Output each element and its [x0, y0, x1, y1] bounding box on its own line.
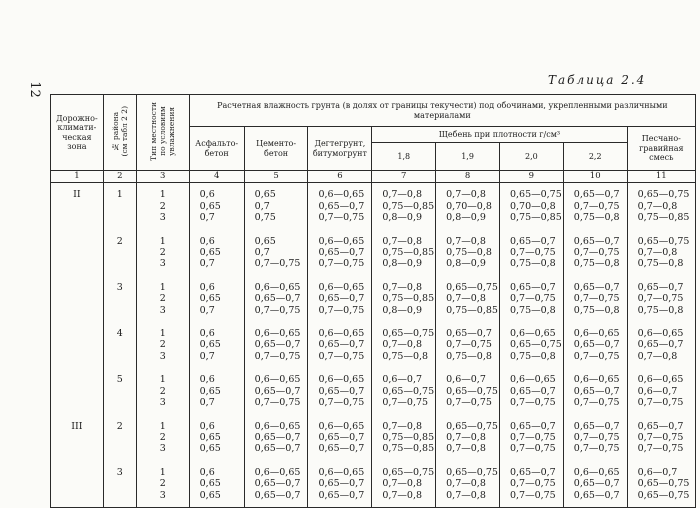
value-cell: 0,7—0,8 0,75—0,85 0,8—0,9 [372, 230, 436, 276]
value-cell: 0,65—0,75 0,7—0,8 0,75—0,85 [436, 276, 500, 322]
table-body [51, 183, 696, 508]
terrain-types-cell: 1 2 3 [136, 415, 189, 461]
region-cell: 2 [103, 415, 136, 461]
region-cell: 1 [103, 183, 136, 230]
value-cell: 0,6—0,65 0,65—0,7 0,7—0,75 [308, 322, 372, 368]
value-cell: 0,6—0,65 0,65—0,7 0,7—0,75 [308, 368, 372, 414]
header-terrain [136, 95, 189, 171]
col-number: 2 [103, 171, 136, 183]
zone-cell [51, 368, 104, 414]
value-cell: 0,65 0,7 0,75 [244, 183, 308, 230]
value-cell: 0,6—0,65 0,65—0,7 0,7—0,75 [563, 368, 627, 414]
value-cell: 0,6—0,65 0,65—0,7 0,7—0,75 [563, 322, 627, 368]
col-number: 9 [499, 171, 563, 183]
value-cell: 0,6—0,65 0,65—0,7 0,65—0,7 [308, 461, 372, 508]
value-cell: 0,65—0,75 0,70—0,8 0,75—0,85 [499, 183, 563, 230]
value-cell: 0,6 0,65 0,65 [189, 461, 244, 508]
col-number: 8 [436, 171, 500, 183]
zone-cell: III [51, 415, 104, 461]
value-cell: 0,7—0,8 0,75—0,85 0,8—0,9 [372, 183, 436, 230]
col-number: 10 [563, 171, 627, 183]
table-label: Таблица 2.4 [548, 73, 647, 87]
value-cell: 0,65—0,75 0,7—0,8 0,7—0,8 [436, 461, 500, 508]
header-asphalt: Асфальто- бетон [189, 127, 244, 171]
terrain-types-cell: 1 2 3 [136, 322, 189, 368]
value-cell: 0,6—0,65 0,65—0,7 0,7—0,75 [308, 276, 372, 322]
value-cell: 0,65—0,7 0,7—0,75 0,75—0,8 [563, 183, 627, 230]
table-row [51, 183, 696, 230]
header-region-text: № района (см табл 2 2) [110, 106, 129, 157]
terrain-types-cell: 1 2 3 [136, 368, 189, 414]
zone-cell [51, 230, 104, 276]
value-cell: 0,65—0,7 0,7—0,75 0,7—0,75 [499, 461, 563, 508]
value-cell: 0,65—0,7 0,7—0,75 0,75—0,8 [499, 276, 563, 322]
value-cell: 0,6 0,65 0,7 [189, 368, 244, 414]
header-tar: Дегтегрунт, битумогрунт [308, 127, 372, 171]
value-cell: 0,6—0,65 0,65—0,7 0,65—0,7 [308, 415, 372, 461]
zone-cell: II [51, 183, 104, 230]
header-cement: Цементо- бетон [244, 127, 308, 171]
col-number: 7 [372, 171, 436, 183]
value-cell: 0,6 0,65 0,7 [189, 322, 244, 368]
value-cell: 0,65—0,75 0,7—0,8 0,75—0,85 [627, 183, 695, 230]
terrain-types-cell: 1 2 3 [136, 230, 189, 276]
header-terrain-text: Тип местности по условиям увлажнения [149, 101, 177, 161]
value-cell: 0,6 0,65 0,65 [189, 415, 244, 461]
value-cell: 0,6—0,7 0,65—0,75 0,65—0,75 [627, 461, 695, 508]
table-row [51, 368, 696, 414]
value-cell: 0,6—0,65 0,6—0,7 0,7—0,75 [627, 368, 695, 414]
table-row [51, 276, 696, 322]
zone-cell [51, 276, 104, 322]
value-cell: 0,65—0,7 0,7—0,75 0,75—0,8 [563, 276, 627, 322]
zone-cell [51, 322, 104, 368]
col-number: 4 [189, 171, 244, 183]
region-cell: 3 [103, 276, 136, 322]
value-cell: 0,6—0,65 0,65—0,7 0,7—0,75 [499, 368, 563, 414]
value-cell: 0,6—0,65 0,65—0,7 0,7—0,8 [627, 322, 695, 368]
header-region [103, 95, 136, 171]
table-row [51, 230, 696, 276]
value-cell: 0,65—0,7 0,7—0,75 0,75—0,8 [499, 230, 563, 276]
header-density-1: 1,8 [372, 143, 436, 171]
value-cell: 0,6—0,65 0,65—0,7 0,7—0,75 [244, 368, 308, 414]
value-cell: 0,6—0,7 0,65—0,75 0,7—0,75 [372, 368, 436, 414]
zone-cell [51, 461, 104, 508]
header-zone: Дорожно- климати- ческая зона [51, 95, 104, 171]
value-cell: 0,65—0,7 0,7—0,75 0,7—0,75 [627, 415, 695, 461]
table-row [51, 461, 696, 508]
value-cell: 0,6—0,65 0,65—0,7 0,65—0,7 [244, 415, 308, 461]
value-cell: 0,65—0,75 0,7—0,8 0,75—0,8 [627, 230, 695, 276]
value-cell: 0,6—0,65 0,65—0,7 0,7—0,75 [244, 322, 308, 368]
header-main: Расчетная влажность грунта (в долях от границы текучести) под обочинами, укрепленными различными материалами [189, 95, 695, 127]
value-cell: 0,6 0,65 0,7 [189, 183, 244, 230]
region-cell: 3 [103, 461, 136, 508]
value-cell: 0,65—0,75 0,7—0,8 0,75—0,8 [372, 322, 436, 368]
value-cell: 0,65—0,7 0,7—0,75 0,75—0,8 [563, 230, 627, 276]
humidity-table [50, 94, 696, 508]
value-cell: 0,6—0,65 0,65—0,7 0,65—0,7 [244, 461, 308, 508]
value-cell: 0,6—0,65 0,65—0,75 0,75—0,8 [499, 322, 563, 368]
table-row [51, 322, 696, 368]
header-density-3: 2,0 [499, 143, 563, 171]
table-row [51, 415, 696, 461]
value-cell: 0,6—0,65 0,65—0,7 0,65—0,7 [563, 461, 627, 508]
value-cell: 0,7—0,8 0,75—0,85 0,8—0,9 [372, 276, 436, 322]
region-cell: 5 [103, 368, 136, 414]
value-cell: 0,65 0,7 0,7—0,75 [244, 230, 308, 276]
value-cell: 0,6—0,65 0,65—0,7 0,7—0,75 [244, 276, 308, 322]
value-cell: 0,6—0,7 0,65—0,75 0,7—0,75 [436, 368, 500, 414]
value-cell: 0,65—0,75 0,7—0,8 0,7—0,8 [436, 415, 500, 461]
column-number-row [51, 171, 696, 183]
value-cell: 0,6 0,65 0,7 [189, 230, 244, 276]
col-number: 1 [51, 171, 104, 183]
terrain-types-cell: 1 2 3 [136, 461, 189, 508]
value-cell: 0,65—0,75 0,7—0,8 0,7—0,8 [372, 461, 436, 508]
value-cell: 0,6—0,65 0,65—0,7 0,7—0,75 [308, 183, 372, 230]
col-number: 5 [244, 171, 308, 183]
col-number: 6 [308, 171, 372, 183]
value-cell: 0,65—0,7 0,7—0,75 0,7—0,75 [563, 415, 627, 461]
value-cell: 0,65—0,7 0,7—0,75 0,7—0,75 [499, 415, 563, 461]
header-density-4: 2,2 [563, 143, 627, 171]
value-cell: 0,65—0,7 0,7—0,75 0,75—0,8 [436, 322, 500, 368]
value-cell: 0,6 0,65 0,7 [189, 276, 244, 322]
terrain-types-cell: 1 2 3 [136, 183, 189, 230]
value-cell: 0,7—0,8 0,70—0,8 0,8—0,9 [436, 183, 500, 230]
header-gravel: Щебень при плотности г/см³ [372, 127, 627, 143]
terrain-types-cell: 1 2 3 [136, 276, 189, 322]
value-cell: 0,65—0,7 0,7—0,75 0,75—0,8 [627, 276, 695, 322]
col-number: 3 [136, 171, 189, 183]
value-cell: 0,6—0,65 0,65—0,7 0,7—0,75 [308, 230, 372, 276]
page-number: 12 [26, 81, 42, 98]
region-cell: 2 [103, 230, 136, 276]
header-density-2: 1,9 [436, 143, 500, 171]
col-number: 11 [627, 171, 695, 183]
region-cell: 4 [103, 322, 136, 368]
value-cell: 0,7—0,8 0,75—0,85 0,75—0,85 [372, 415, 436, 461]
value-cell: 0,7—0,8 0,75—0,8 0,8—0,9 [436, 230, 500, 276]
header-sand: Песчано- гравийная смесь [627, 127, 695, 171]
